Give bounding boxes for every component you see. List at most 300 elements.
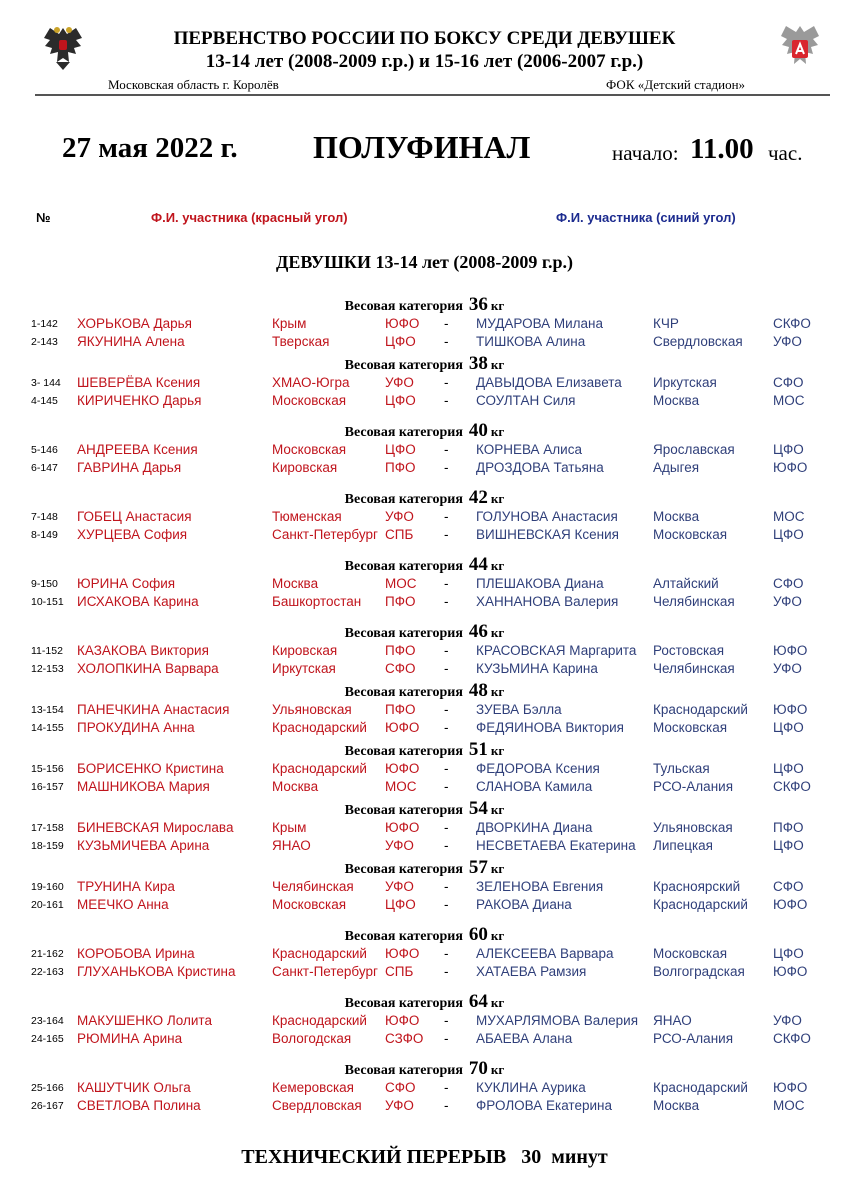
- red-corner-region: ХМАО-Югра: [272, 375, 350, 390]
- weight-category: [0, 739, 849, 799]
- weight-category-label: Весовая категория: [344, 862, 463, 877]
- weight-category-heading: [0, 294, 849, 316]
- blue-corner-district: УФО: [773, 661, 802, 676]
- red-corner-name: ЯКУНИНА Алена: [77, 334, 185, 349]
- red-corner-name: ШЕВЕРЁВА Ксения: [77, 375, 201, 390]
- blue-corner-region: Челябинская: [653, 661, 735, 676]
- versus-dash: -: [444, 897, 449, 912]
- blue-corner-district: СКФО: [773, 779, 811, 794]
- bout-number: 23-164: [31, 1015, 64, 1027]
- weight-unit: кг: [490, 684, 505, 699]
- blue-corner-region: Краснодарский: [653, 702, 748, 717]
- blue-corner-name: КУЗЬМИНА Карина: [476, 661, 598, 676]
- bout-row: [0, 946, 849, 964]
- location-venue: ФОК «Детский стадион»: [606, 77, 746, 92]
- weight-unit: кг: [490, 995, 505, 1010]
- blue-corner-name: НЕСВЕТАЕВА Екатерина: [476, 838, 636, 853]
- red-corner-district: УФО: [385, 509, 414, 524]
- red-corner-name: ХОРЬКОВА Дарья: [77, 316, 192, 331]
- blue-corner-name: КУКЛИНА Аурика: [476, 1080, 586, 1095]
- versus-dash: -: [444, 442, 449, 457]
- blue-corner-district: ЦФО: [773, 720, 804, 735]
- weight-category: [0, 857, 849, 917]
- weight-category: [0, 798, 849, 858]
- blue-corner-region: РСО-Алания: [653, 1031, 733, 1046]
- blue-corner-district: ЮФО: [773, 702, 808, 717]
- bout-number: 11-152: [31, 645, 63, 657]
- red-corner-name: ИСХАКОВА Карина: [77, 594, 199, 609]
- red-corner-district: УФО: [385, 1098, 414, 1113]
- versus-dash: -: [444, 879, 449, 894]
- red-corner-region: Москва: [272, 576, 319, 591]
- weight-unit: кг: [490, 1062, 505, 1077]
- blue-corner-district: УФО: [773, 1013, 802, 1028]
- blue-corner-name: ХАННАНОВА Валерия: [476, 594, 619, 609]
- bout-row: [0, 761, 849, 779]
- weight-category-heading: [0, 857, 849, 879]
- weight-category-label: Весовая категория: [344, 358, 463, 373]
- red-corner-name: РЮМИНА Арина: [77, 1031, 183, 1046]
- weight-value: 51: [468, 739, 488, 760]
- weight-category-label: Весовая категория: [344, 425, 463, 440]
- weight-unit: кг: [490, 802, 505, 817]
- bout-row: [0, 838, 849, 856]
- weight-value: 44: [468, 554, 488, 575]
- red-corner-region: Вологодская: [272, 1031, 352, 1046]
- blue-corner-name: АБАЕВА Алана: [476, 1031, 573, 1046]
- weight-unit: кг: [490, 625, 505, 640]
- weight-category: [0, 487, 849, 547]
- header-divider: [35, 94, 830, 96]
- weight-category-label: Весовая категория: [344, 299, 463, 314]
- weight-unit: кг: [490, 861, 505, 876]
- weight-unit: кг: [490, 743, 505, 758]
- blue-corner-district: ЮФО: [773, 897, 808, 912]
- bout-row: [0, 643, 849, 661]
- weight-category-label: Весовая категория: [344, 685, 463, 700]
- bout-row: [0, 879, 849, 897]
- blue-corner-region: ЯНАО: [653, 1013, 692, 1028]
- blue-corner-name: ЗУЕВА Бэлла: [476, 702, 562, 717]
- red-corner-district: ЦФО: [385, 393, 416, 408]
- weight-category: [0, 294, 849, 354]
- red-corner-name: АНДРЕЕВА Ксения: [77, 442, 198, 457]
- bout-number: 1-142: [31, 318, 58, 330]
- weight-value: 46: [468, 621, 488, 642]
- blue-corner-district: ЮФО: [773, 460, 808, 475]
- weight-category-label: Весовая категория: [344, 559, 463, 574]
- weight-category-label: Весовая категория: [344, 996, 463, 1011]
- bout-number: 2-143: [31, 336, 58, 348]
- weight-category-label: Весовая категория: [344, 803, 463, 818]
- weight-category-label: Весовая категория: [344, 492, 463, 507]
- ministry-sport-emblem-icon: [778, 22, 822, 74]
- red-corner-region: Московская: [272, 897, 347, 912]
- red-corner-name: КАЗАКОВА Виктория: [77, 643, 209, 658]
- blue-corner-region: РСО-Алания: [653, 779, 733, 794]
- blue-corner-region: Красноярский: [653, 879, 741, 894]
- blue-corner-name: СЛАНОВА Камила: [476, 779, 593, 794]
- versus-dash: -: [444, 720, 449, 735]
- weight-value: 38: [468, 353, 488, 374]
- blue-corner-name: ФЕДОРОВА Ксения: [476, 761, 600, 776]
- bout-number: 3- 144: [31, 377, 61, 389]
- blue-corner-region: Алтайский: [653, 576, 719, 591]
- weight-category-heading: [0, 1058, 849, 1080]
- bout-number: 26-167: [31, 1100, 64, 1112]
- blue-corner-district: ЦФО: [773, 527, 804, 542]
- blue-corner-name: ПЛЕШАКОВА Диана: [476, 576, 604, 591]
- red-corner-name: БОРИСЕНКО Кристина: [77, 761, 224, 776]
- red-corner-region: Московская: [272, 393, 347, 408]
- weight-value: 57: [468, 857, 488, 878]
- event-date: 27 мая 2022 г.: [62, 132, 238, 164]
- weight-category-heading: [0, 924, 849, 946]
- red-corner-district: УФО: [385, 375, 414, 390]
- blue-corner-region: Ярославская: [653, 442, 735, 457]
- bout-number: 18-159: [31, 840, 64, 852]
- blue-corner-region: Ульяновская: [653, 820, 733, 835]
- versus-dash: -: [444, 1013, 449, 1028]
- red-corner-region: Москва: [272, 779, 319, 794]
- blue-corner-region: Москва: [653, 509, 700, 524]
- blue-corner-name: ДАВЫДОВА Елизавета: [476, 375, 622, 390]
- bout-number: 24-165: [31, 1033, 64, 1045]
- blue-corner-region: Московская: [653, 527, 728, 542]
- blue-corner-name: МУДАРОВА Милана: [476, 316, 604, 331]
- blue-corner-region: Свердловская: [653, 334, 743, 349]
- red-corner-region: Кемеровская: [272, 1080, 354, 1095]
- red-corner-region: Краснодарский: [272, 1013, 367, 1028]
- blue-corner-name: ЗЕЛЕНОВА Евгения: [476, 879, 604, 894]
- versus-dash: -: [444, 393, 449, 408]
- versus-dash: -: [444, 509, 449, 524]
- start-time-unit: час.: [768, 141, 803, 165]
- versus-dash: -: [444, 964, 449, 979]
- blue-corner-name: ВИШНЕВСКАЯ Ксения: [476, 527, 619, 542]
- red-corner-district: СФО: [385, 661, 416, 676]
- blue-corner-district: ЮФО: [773, 964, 808, 979]
- bout-number: 19-160: [31, 881, 64, 893]
- red-corner-region: Краснодарский: [272, 761, 367, 776]
- bout-row: [0, 779, 849, 797]
- weight-category-label: Весовая категория: [344, 1063, 463, 1078]
- age-groups-subtitle: 13-14 лет (2008-2009 г.р.) и 15-16 лет (2006-2007 г.р.): [205, 51, 644, 72]
- weight-value: 36: [468, 294, 488, 315]
- bout-number: 4-145: [31, 395, 58, 407]
- blue-corner-region: КЧР: [653, 316, 679, 331]
- bout-number: 13-154: [31, 704, 64, 716]
- red-corner-region: Тюменская: [272, 509, 342, 524]
- blue-corner-name: КОРНЕВА Алиса: [476, 442, 582, 457]
- versus-dash: -: [444, 594, 449, 609]
- red-corner-region: Краснодарский: [272, 720, 367, 735]
- weight-category: [0, 420, 849, 480]
- red-corner-district: ЮФО: [385, 820, 420, 835]
- red-corner-region: Кировская: [272, 643, 338, 658]
- bout-row: [0, 334, 849, 352]
- red-corner-district: ЮФО: [385, 946, 420, 961]
- versus-dash: -: [444, 643, 449, 658]
- red-corner-district: ПФО: [385, 702, 416, 717]
- bout-row: [0, 897, 849, 915]
- weight-value: 48: [468, 680, 488, 701]
- weight-unit: кг: [490, 491, 505, 506]
- bout-number: 6-147: [31, 462, 58, 474]
- versus-dash: -: [444, 946, 449, 961]
- bout-number: 21-162: [31, 948, 64, 960]
- age-group-section-title: ДЕВУШКИ 13-14 лет (2008-2009 г.р.): [275, 252, 574, 272]
- red-corner-district: ЮФО: [385, 761, 420, 776]
- red-corner-region: Крым: [272, 820, 307, 835]
- weight-category-label: Весовая категория: [344, 744, 463, 759]
- bout-row: [0, 375, 849, 393]
- blue-corner-region: Ростовская: [653, 643, 725, 658]
- blue-corner-district: ЦФО: [773, 761, 804, 776]
- bout-number: 7-148: [31, 511, 58, 523]
- blue-corner-district: СФО: [773, 879, 804, 894]
- red-corner-district: ПФО: [385, 460, 416, 475]
- blue-corner-district: ЦФО: [773, 442, 804, 457]
- red-corner-name: ПАНЕЧКИНА Анастасия: [77, 702, 230, 717]
- red-corner-district: ПФО: [385, 594, 416, 609]
- versus-dash: -: [444, 661, 449, 676]
- column-header-blue-corner: Ф.И. участника (синий угол): [556, 210, 736, 225]
- blue-corner-name: ФЕДЯИНОВА Виктория: [476, 720, 624, 735]
- bout-row: [0, 316, 849, 334]
- weight-value: 70: [468, 1058, 488, 1079]
- blue-corner-name: ДВОРКИНА Диана: [476, 820, 593, 835]
- blue-corner-region: Краснодарский: [653, 1080, 748, 1095]
- red-corner-region: Московская: [272, 442, 347, 457]
- red-corner-region: Крым: [272, 316, 307, 331]
- weight-category-heading: [0, 353, 849, 375]
- bout-number: 12-153: [31, 663, 64, 675]
- versus-dash: -: [444, 316, 449, 331]
- weight-category-heading: [0, 680, 849, 702]
- versus-dash: -: [444, 838, 449, 853]
- weight-value: 60: [468, 924, 488, 945]
- red-corner-district: ЮФО: [385, 720, 420, 735]
- red-corner-region: Ульяновская: [272, 702, 352, 717]
- red-corner-district: СПБ: [385, 964, 414, 979]
- red-corner-district: СЗФО: [385, 1031, 424, 1046]
- red-corner-region: Краснодарский: [272, 946, 367, 961]
- blue-corner-name: АЛЕКСЕЕВА Варвара: [476, 946, 614, 961]
- blue-corner-name: ГОЛУНОВА Анастасия: [476, 509, 618, 524]
- bout-row: [0, 964, 849, 982]
- red-corner-name: ГОБЕЦ Анастасия: [77, 509, 192, 524]
- bout-row: [0, 1031, 849, 1049]
- versus-dash: -: [444, 761, 449, 776]
- red-corner-name: ТРУНИНА Кира: [77, 879, 175, 894]
- bout-number: 15-156: [31, 763, 64, 775]
- red-corner-name: ХУРЦЕВА София: [77, 527, 188, 542]
- red-corner-region: Челябинская: [272, 879, 354, 894]
- red-corner-district: УФО: [385, 879, 414, 894]
- red-corner-district: ЦФО: [385, 442, 416, 457]
- blue-corner-district: УФО: [773, 334, 802, 349]
- bout-number: 14-155: [31, 722, 64, 734]
- blue-corner-region: Челябинская: [653, 594, 735, 609]
- red-corner-name: КАШУТЧИК Ольга: [77, 1080, 191, 1095]
- weight-category: [0, 991, 849, 1051]
- red-corner-name: МЕЕЧКО Анна: [77, 897, 169, 912]
- blue-corner-name: СОУЛТАН Силя: [476, 393, 576, 408]
- versus-dash: -: [444, 1098, 449, 1113]
- bout-row: [0, 1080, 849, 1098]
- weight-unit: кг: [490, 357, 505, 372]
- red-corner-region: Тверская: [272, 334, 330, 349]
- red-corner-region: Башкортостан: [272, 594, 362, 609]
- bout-row: [0, 661, 849, 679]
- weight-category-heading: [0, 991, 849, 1013]
- bout-number: 20-161: [31, 899, 64, 911]
- blue-corner-name: ДРОЗДОВА Татьяна: [476, 460, 604, 475]
- blue-corner-district: МОС: [773, 1098, 805, 1113]
- blue-corner-region: Липецкая: [653, 838, 713, 853]
- weight-category-heading: [0, 554, 849, 576]
- blue-corner-region: Московская: [653, 946, 728, 961]
- red-corner-name: КИРИЧЕНКО Дарья: [77, 393, 202, 408]
- bout-number: 16-157: [31, 781, 64, 793]
- blue-corner-name: ХАТАЕВА Рамзия: [476, 964, 587, 979]
- blue-corner-district: УФО: [773, 594, 802, 609]
- weight-category: [0, 680, 849, 740]
- blue-corner-name: МУХАРЛЯМОВА Валерия: [476, 1013, 638, 1028]
- red-corner-district: МОС: [385, 576, 417, 591]
- weight-category-label: Весовая категория: [344, 626, 463, 641]
- bout-row: [0, 720, 849, 738]
- blue-corner-district: ЮФО: [773, 643, 808, 658]
- bout-row: [0, 460, 849, 478]
- bout-row: [0, 509, 849, 527]
- blue-corner-district: СКФО: [773, 1031, 811, 1046]
- bout-row: [0, 820, 849, 838]
- red-corner-region: Санкт-Петербург: [272, 964, 378, 979]
- bout-number: 25-166: [31, 1082, 64, 1094]
- blue-corner-region: Москва: [653, 1098, 700, 1113]
- blue-corner-region: Москва: [653, 393, 700, 408]
- red-corner-region: Кировская: [272, 460, 338, 475]
- blue-corner-region: Иркутская: [653, 375, 717, 390]
- weight-value: 42: [468, 487, 488, 508]
- blue-corner-district: СФО: [773, 576, 804, 591]
- versus-dash: -: [444, 779, 449, 794]
- versus-dash: -: [444, 1031, 449, 1046]
- red-corner-region: Санкт-Петербург: [272, 527, 378, 542]
- red-corner-district: СФО: [385, 1080, 416, 1095]
- bout-number: 8-149: [31, 529, 58, 541]
- blue-corner-region: Волгоградская: [653, 964, 745, 979]
- blue-corner-district: МОС: [773, 509, 805, 524]
- red-corner-district: СПБ: [385, 527, 414, 542]
- column-header-number: №: [36, 210, 51, 225]
- weight-category-heading: [0, 420, 849, 442]
- weight-category-heading: [0, 621, 849, 643]
- weight-unit: кг: [490, 424, 505, 439]
- bout-row: [0, 594, 849, 612]
- versus-dash: -: [444, 334, 449, 349]
- versus-dash: -: [444, 820, 449, 835]
- red-corner-name: МАШНИКОВА Мария: [77, 779, 210, 794]
- weight-value: 64: [468, 991, 488, 1012]
- bout-row: [0, 702, 849, 720]
- blue-corner-name: ФРОЛОВА Екатерина: [476, 1098, 612, 1113]
- weight-category: [0, 924, 849, 984]
- blue-corner-district: МОС: [773, 393, 805, 408]
- weight-value: 40: [468, 420, 488, 441]
- versus-dash: -: [444, 527, 449, 542]
- stage-title: ПОЛУФИНАЛ: [313, 129, 531, 165]
- red-corner-name: СВЕТЛОВА Полина: [77, 1098, 201, 1113]
- weight-category-heading: [0, 739, 849, 761]
- red-corner-name: ХОЛОПКИНА Варвара: [77, 661, 219, 676]
- document-header: [0, 0, 849, 100]
- bout-row: [0, 393, 849, 411]
- weight-category-label: Весовая категория: [344, 929, 463, 944]
- championship-title: ПЕРВЕНСТВО РОССИИ ПО БОКСУ СРЕДИ ДЕВУШЕК: [173, 28, 676, 49]
- blue-corner-district: ПФО: [773, 820, 804, 835]
- weight-category: [0, 353, 849, 413]
- column-header-red-corner: Ф.И. участника (красный угол): [151, 210, 348, 225]
- red-corner-name: ГЛУХАНЬКОВА Кристина: [77, 964, 236, 979]
- weight-value: 54: [468, 798, 488, 819]
- blue-corner-district: ЦФО: [773, 946, 804, 961]
- weight-unit: кг: [490, 298, 505, 313]
- blue-corner-district: СКФО: [773, 316, 811, 331]
- blue-corner-region: Краснодарский: [653, 897, 748, 912]
- weight-category: [0, 621, 849, 681]
- red-corner-district: ЦФО: [385, 334, 416, 349]
- versus-dash: -: [444, 702, 449, 717]
- bout-number: 9-150: [31, 578, 58, 590]
- blue-corner-district: ЮФО: [773, 1080, 808, 1095]
- red-corner-region: ЯНАО: [272, 838, 311, 853]
- blue-corner-district: СФО: [773, 375, 804, 390]
- start-time: 11.00: [690, 133, 754, 165]
- red-corner-region: Иркутская: [272, 661, 336, 676]
- bout-number: 17-158: [31, 822, 64, 834]
- versus-dash: -: [444, 576, 449, 591]
- red-corner-district: ЮФО: [385, 316, 420, 331]
- weight-unit: кг: [490, 928, 505, 943]
- bout-number: 10-151: [31, 596, 64, 608]
- red-corner-district: ЦФО: [385, 897, 416, 912]
- start-label: начало:: [612, 141, 679, 165]
- blue-corner-name: КРАСОВСКАЯ Маргарита: [476, 643, 637, 658]
- red-corner-name: ПРОКУДИНА Анна: [77, 720, 195, 735]
- bout-row: [0, 576, 849, 594]
- blue-corner-region: Тульская: [653, 761, 710, 776]
- blue-corner-district: ЦФО: [773, 838, 804, 853]
- bout-number: 22-163: [31, 966, 64, 978]
- bout-row: [0, 442, 849, 460]
- red-corner-name: КОРОБОВА Ирина: [77, 946, 195, 961]
- weight-category: [0, 554, 849, 614]
- location-city: Московская область г. Королёв: [108, 77, 279, 92]
- red-corner-district: МОС: [385, 779, 417, 794]
- red-corner-name: КУЗЬМИЧЕВА Арина: [77, 838, 210, 853]
- bout-row: [0, 1098, 849, 1116]
- blue-corner-name: РАКОВА Диана: [476, 897, 572, 912]
- red-corner-region: Свердловская: [272, 1098, 362, 1113]
- versus-dash: -: [444, 1080, 449, 1095]
- bout-row: [0, 1013, 849, 1031]
- red-corner-name: ГАВРИНА Дарья: [77, 460, 182, 475]
- weight-category: [0, 1058, 849, 1118]
- weight-unit: кг: [490, 558, 505, 573]
